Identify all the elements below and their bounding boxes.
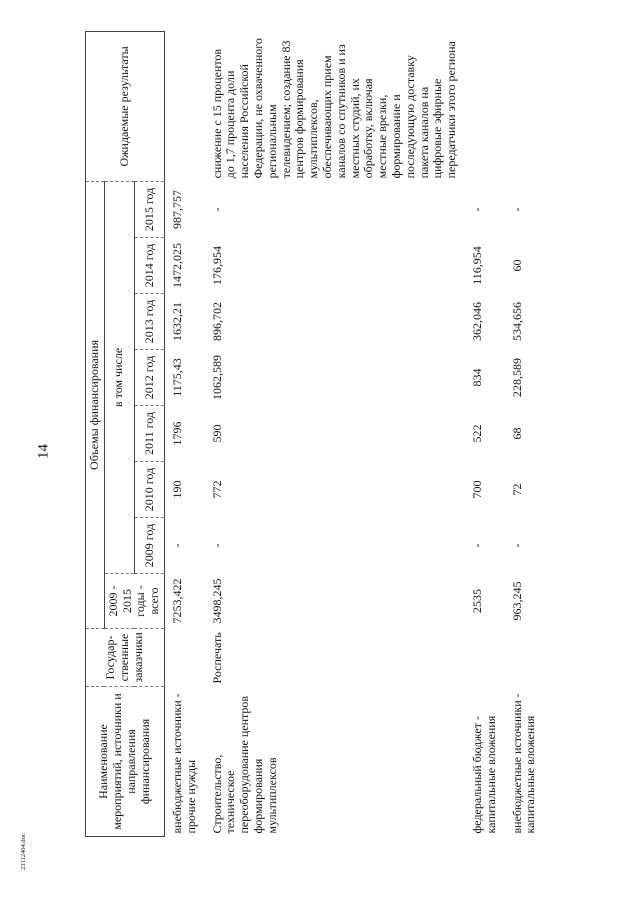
row-2014: 116,954 xyxy=(469,246,484,285)
row-total: 7253,422 xyxy=(169,578,184,624)
row-2011: 68 xyxy=(509,427,524,440)
row-2014: 1472,025 xyxy=(169,243,184,288)
row-2015: - xyxy=(209,207,224,212)
funding-table xyxy=(85,31,544,837)
row-2015: - xyxy=(509,207,524,212)
header-year-2010: 2010 год xyxy=(134,462,164,518)
header-funding-volumes: Объемы финансирования xyxy=(86,181,105,628)
table-row xyxy=(205,31,465,836)
row-total: 2535 xyxy=(469,589,484,613)
row-2010: 700 xyxy=(469,480,484,499)
row-2011: 522 xyxy=(469,424,484,443)
table-row xyxy=(505,31,545,836)
row-2011: 590 xyxy=(209,424,224,443)
row-name: внебюджетные источники - прочие нужды xyxy=(169,693,198,834)
row-2013: 362,046 xyxy=(469,302,484,341)
table-header xyxy=(86,31,165,836)
row-result: снижение с 15 процентов до 1,7 процента доли населения Российской Федерации, не охваченного региональным телевидением; создание 83 центров формирования мультиплексов, обеспечивающих прием каналов со спутников и из местных студий, их обработку, включая местные врезки, формирование и последующую доставку пакета каналов на цифровые эфирные передатчики этого региона xyxy=(209,38,459,179)
row-2011: 1796 xyxy=(169,421,184,446)
row-2015: 987,757 xyxy=(169,189,184,229)
row-customer xyxy=(465,629,505,687)
row-2010: 190 xyxy=(169,480,184,499)
row-result xyxy=(505,31,545,181)
row-name: Строительство, техническое переоборудование центров формирования мультиплексов xyxy=(209,695,279,834)
row-name: внебюджетные источники - капитальные вложения xyxy=(509,693,538,834)
row-customer xyxy=(505,629,545,687)
row-2009: - xyxy=(509,543,524,548)
header-year-2011: 2011 год xyxy=(134,406,164,462)
row-total: 963,245 xyxy=(509,581,524,621)
funding-table-container xyxy=(85,32,581,837)
document-reference-text: 23112404.doc xyxy=(20,833,27,870)
row-customer: Роспечать xyxy=(209,632,224,684)
row-result xyxy=(164,31,204,181)
header-year-2015: 2015 год xyxy=(134,181,164,237)
row-2009: - xyxy=(209,543,224,548)
page-number: 14 xyxy=(35,444,52,459)
row-2015: - xyxy=(469,207,484,212)
row-total: 3498,245 xyxy=(209,578,224,624)
table-body xyxy=(164,31,544,836)
row-2014: 176,954 xyxy=(209,246,224,285)
header-total: 2009 - 2015 годы - всего xyxy=(104,574,164,629)
header-year-2012: 2012 год xyxy=(134,350,164,406)
row-2009: - xyxy=(169,543,184,548)
row-2012: 1175,43 xyxy=(169,358,184,397)
row-2012: 228,589 xyxy=(509,358,524,397)
row-customer xyxy=(164,629,204,687)
row-2012: 1062,589 xyxy=(209,355,224,400)
row-2010: 772 xyxy=(209,480,224,499)
document-reference xyxy=(20,833,32,882)
row-result xyxy=(465,31,505,181)
table-row xyxy=(164,31,204,836)
header-year-2013: 2013 год xyxy=(134,294,164,350)
row-name: федеральный бюджет - капитальные вложения xyxy=(469,715,498,834)
header-including: в том числе xyxy=(104,181,134,573)
header-customers: Государ-ственные заказчики xyxy=(86,629,165,687)
table-row xyxy=(465,31,505,836)
row-2014: 60 xyxy=(509,259,524,272)
header-name: Наименование мероприятий, источники и направления финансирования xyxy=(86,687,165,837)
row-2013: 534,656 xyxy=(509,302,524,341)
header-expected-results: Ожидаемые результаты xyxy=(86,31,165,181)
row-2009: - xyxy=(469,543,484,548)
header-year-2014: 2014 год xyxy=(134,238,164,294)
row-2012: 834 xyxy=(469,368,484,387)
row-2013: 896,702 xyxy=(209,302,224,341)
header-year-2009: 2009 год xyxy=(134,518,164,574)
row-2010: 72 xyxy=(509,483,524,496)
row-2013: 1632,21 xyxy=(169,302,184,341)
